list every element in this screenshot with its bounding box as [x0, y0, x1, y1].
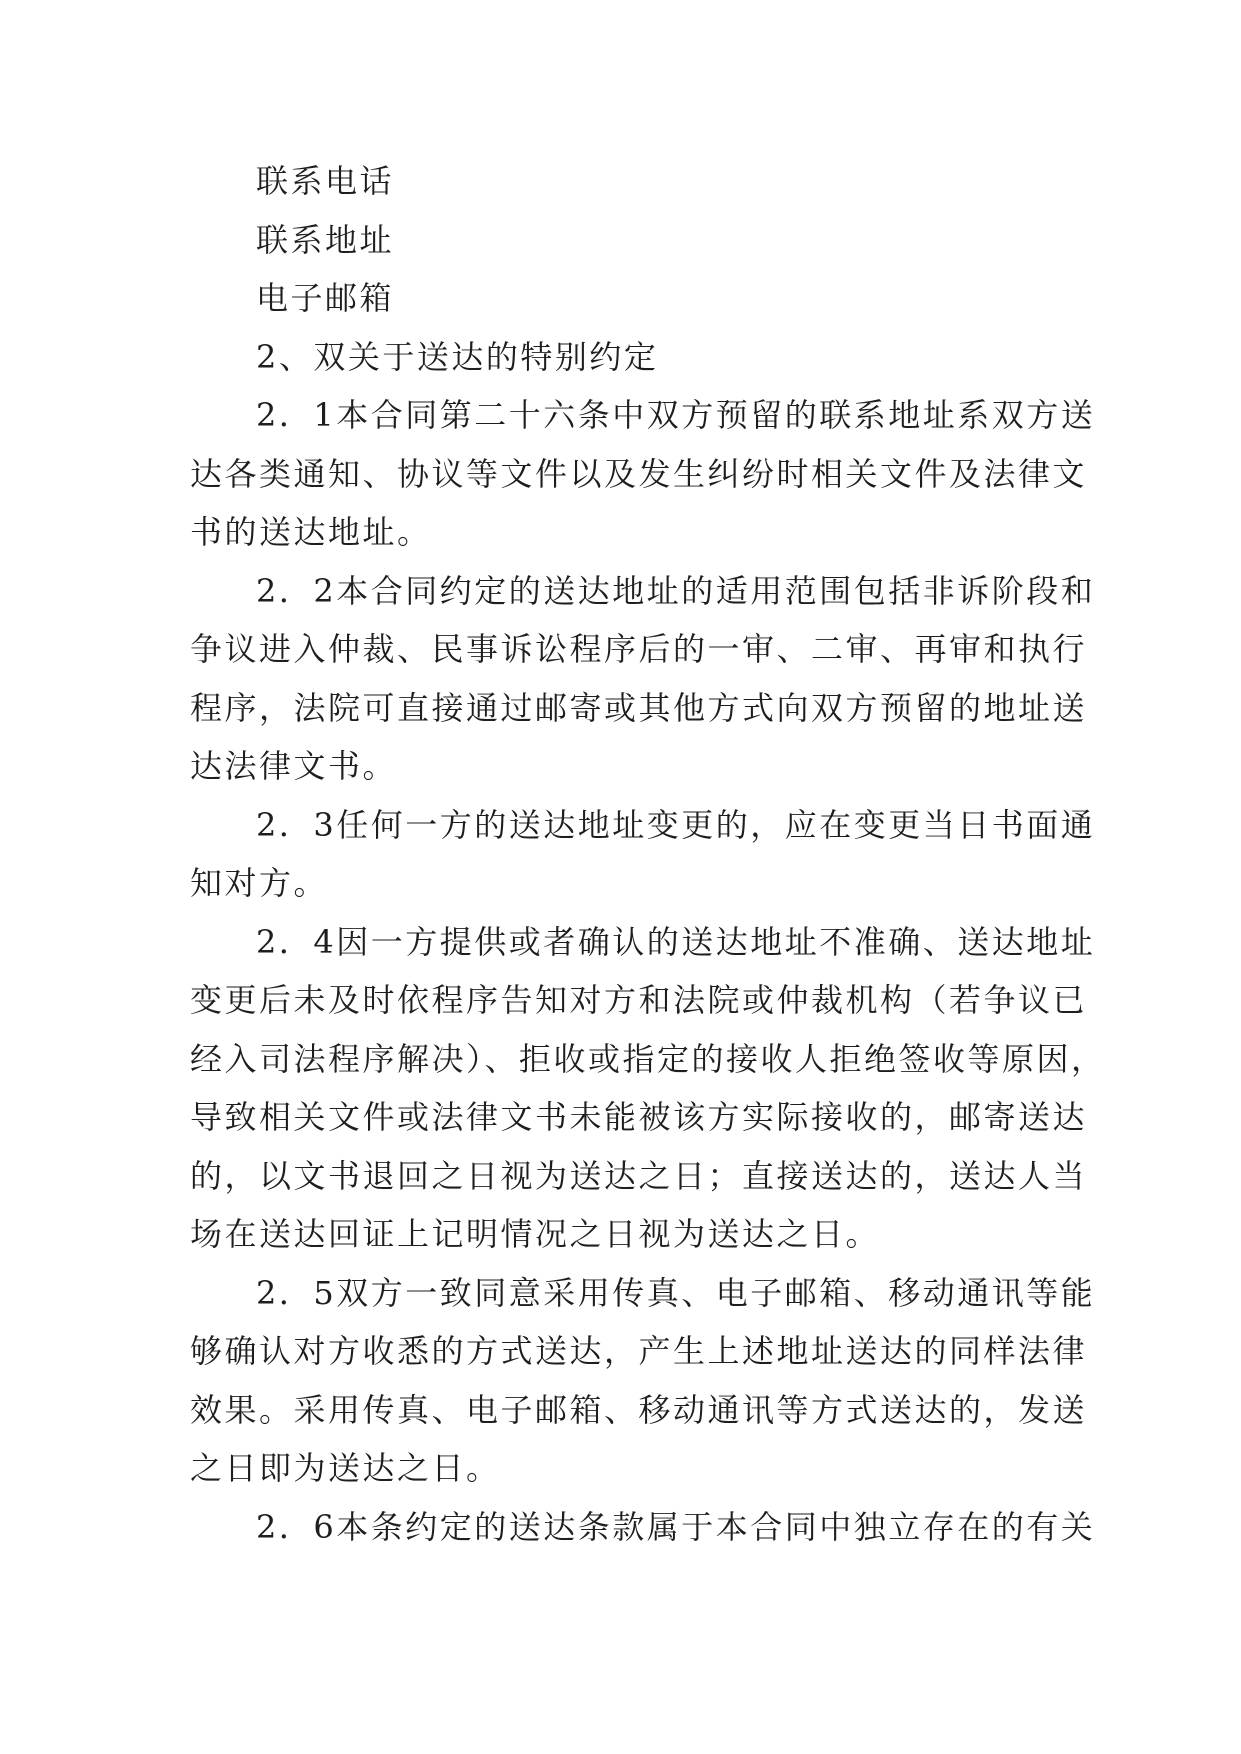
clause-2-4-line: 2．4因一方提供或者确认的送达地址不准确、送达地址: [256, 922, 1096, 961]
clause-2-5-line: 效果。采用传真、电子邮箱、移动通讯等方式送达的，发送: [190, 1390, 1088, 1429]
clause-2-4-line: 导致相关文件或法律文书未能被该方实际接收的，邮寄送达: [190, 1098, 1088, 1136]
field-label-address: 联系地址: [256, 220, 395, 259]
clause-2-3-line: 2．3任何一方的送达地址变更的，应在变更当日书面通: [256, 805, 1096, 844]
clause-2-4-line: 经入司法程序解决）、拒收或指定的接收人拒绝签收等原因，: [190, 1039, 1106, 1078]
clause-2-5-line: 之日即为送达之日。: [190, 1449, 501, 1487]
clause-2-3-line: 知对方。: [190, 864, 329, 902]
clause-2-4-line: 变更后未及时依程序告知对方和法院或仲裁机构（若争议已: [190, 981, 1088, 1019]
clause-2-1-line: 2．1本合同第二十六条中双方预留的联系地址系双方送: [256, 396, 1096, 434]
clause-2-2-line: 达法律文书。: [190, 747, 398, 785]
clause-2-5-line: 2．5双方一致同意采用传真、电子邮箱、移动通讯等能: [256, 1273, 1096, 1312]
section-heading: 2、双关于送达的特别约定: [256, 337, 659, 376]
clause-2-6-line: 2．6本条约定的送达条款属于本合同中独立存在的有关: [256, 1507, 1096, 1546]
clause-2-1-line: 达各类通知、协议等文件以及发生纠纷时相关文件及法律文: [190, 454, 1088, 493]
clause-2-2-line: 程序，法院可直接通过邮寄或其他方式向双方预留的地址送: [190, 688, 1088, 727]
clause-2-2-line: 争议进入仲裁、民事诉讼程序后的一审、二审、再审和执行: [190, 630, 1088, 668]
field-label-email: 电子邮箱: [256, 279, 395, 317]
clause-2-1-line: 书的送达地址。: [190, 513, 432, 551]
clause-2-5-line: 够确认对方收悉的方式送达，产生上述地址送达的同样法律: [190, 1332, 1088, 1370]
document-body: [190, 152, 1106, 1556]
field-label-phone: 联系电话: [256, 162, 395, 200]
clause-2-4-line: 的，以文书退回之日视为送达之日；直接送达的，送达人当: [190, 1156, 1088, 1195]
clause-2-4-line: 场在送达回证上记明情况之日视为送达之日。: [190, 1215, 881, 1253]
clause-2-2-line: 2．2本合同约定的送达地址的适用范围包括非诉阶段和: [256, 571, 1096, 610]
